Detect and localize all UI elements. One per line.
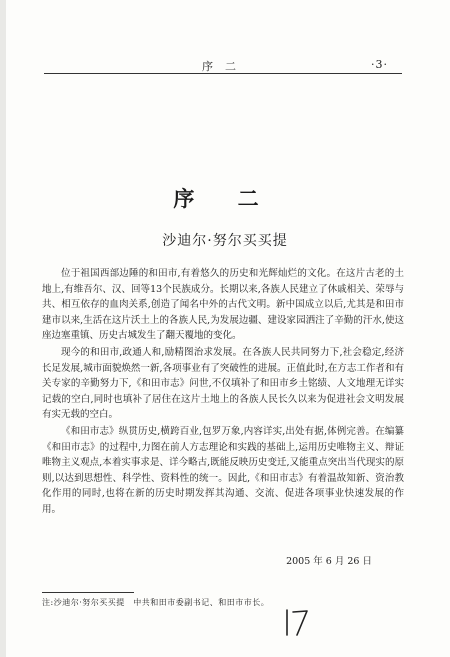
- paragraph: 位于祖国西部边陲的和田市,有着悠久的历史和光辉灿烂的文化。在这片古老的土地上,有维吾尔、汉、回等13个民族成分。长期以来,各族人民建立了休戚相关、荣辱与共、相互依存的血肉关系,创造了闻名中外的古代文明。新中国成立以后,尤其是和田市建市以来,生活在这片沃土上的各族人民,为发展边疆、建设家园洒注了辛勤的汗水,使这座边塞重镇、历史古城发生了翻天覆地的变化。: [42, 268, 404, 342]
- footnote: 注:沙迪尔·努尔买买提 中共和田市委副书记、和田市市长。: [42, 598, 270, 607]
- page-number: ·3·: [371, 58, 388, 71]
- paragraph: 现今的和田市,政通人和,励精图治求发展。在各族人民共同努力下,社会稳定,经济长足发展,城市面貌焕然一新,各项事业有了突破性的进展。正值此时,在方志工作者和有关专家的辛勤努力下,《和田市志》问世,不仅填补了和田市乡土铭绩、人文地理无详实记载的空白,同时也填补了居住在这片土地上的各族人民长久以来为促进社会文明发展有实无载的空白。: [42, 346, 404, 421]
- footnote-divider: [42, 592, 134, 593]
- binding-edge: [0, 0, 6, 657]
- body-text: [42, 266, 404, 519]
- running-header: 序二: [202, 60, 248, 73]
- header-divider: [44, 73, 402, 74]
- paragraph: 《和田市志》纵贯历史,横跨百业,包罗万象,内容详实,出处有据,体例完善。在编纂《和田市志》的过程中,力图在前人方志理论和实践的基础上,运用历史唯物主义、辩证唯物主义观点,本着实事求是、详今略古,既能反映历史变迁,又能重点突出当代现实的原则,以达到思想性、科学性、资料性的统一。因此,《和田市志》有着温故知新、资治教化作用的同时,也将在新的历史时期发挥其沟通、交流、促进各项事业快速发展的作用。: [42, 425, 404, 515]
- author-name: 沙迪尔·努尔买买提: [162, 233, 288, 249]
- handwritten-page-mark: [282, 606, 310, 638]
- document-title: 序 二: [173, 186, 277, 211]
- signature-date: 2005 年 6 月 26 日: [286, 556, 372, 567]
